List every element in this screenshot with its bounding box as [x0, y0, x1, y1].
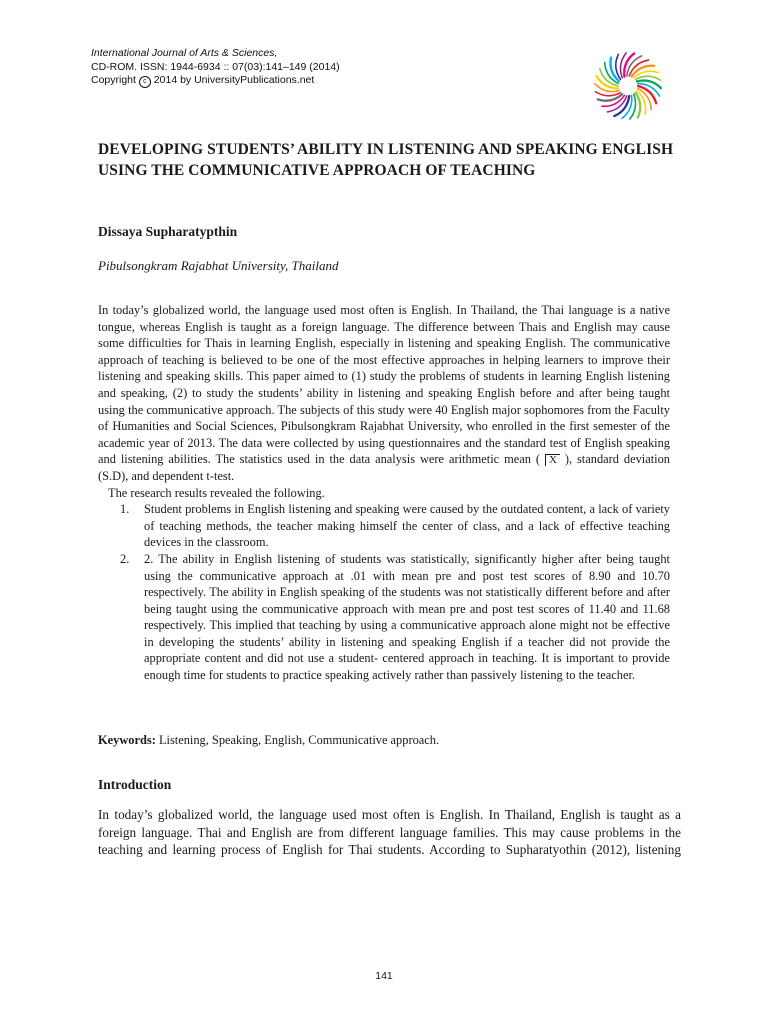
journal-name: International Journal of Arts & Sciences, — [91, 47, 278, 59]
copyright-rest: 2014 by UniversityPublications.net — [153, 74, 315, 86]
results-intro: The research results revealed the following. — [108, 485, 325, 500]
logo-stroke — [636, 76, 661, 80]
copyright-line — [91, 74, 511, 88]
result-number: 1. — [120, 502, 130, 517]
keywords-label: Keywords: — [98, 733, 156, 747]
result-item — [98, 551, 670, 684]
copyright-icon: c — [139, 76, 151, 88]
result-text: Student problems in English listening and speaking were caused by the outdated content, a lack of variety of teaching methods, the teacher making himself the center of class, and a lack of effective teaching devices in the classroom. — [144, 502, 670, 550]
abstract-text-part2: ), standard deviation (S.D), and dependent t-test. — [98, 452, 670, 483]
author-affiliation: Pibulsongkram Rajabhat University, Thailand — [98, 258, 339, 273]
author-name: Dissaya Supharatypthin — [98, 224, 238, 239]
journal-header — [91, 47, 511, 88]
abstract-paragraph — [98, 302, 670, 485]
section-body: In today’s globalized world, the language used most often is English. In Thailand, English is taught as a foreign language. Thai and English are from different language families. This may cause problems in the teaching and learning process of English for Thai students. According to Supharatyothin (2012), listening — [98, 807, 681, 857]
keywords-text: Listening, Speaking, English, Communicative approach. — [158, 733, 440, 747]
logo-stroke — [595, 92, 620, 96]
logo-stroke — [624, 53, 634, 76]
result-text: 2. The ability in English listening of students was statistically, significantly higher after being taught using the communicative approach at .01 with mean pre and post test scores of 8.90 and 10.70 respectively. The ability in English speaking of the students was not statistically different before and after being taught using the communicative approach with mean pre and post test scores of 11.40 and 11.68 respectively. This implied that teaching by using a communicative approach alone might not be effective in developing the students’ ability in listening and speaking English if a teacher did not provide the appropriate content and did not use a student- centered approach in teaching. It is important to provide enough time for students to practice speaking actively rather than passively listening to the teacher. — [144, 551, 670, 683]
results-list — [98, 501, 670, 684]
abstract-text-part1: In today’s globalized world, the language used most often is English. In Thailand, the Thai language is a native tongue, whereas English is taught as a foreign language. The difference between Thais and English may cause some difficulties for Thais in learning English, especially in listening and speaking English. The communicative approach of teaching is believed to be one of the most effective approaches in helping learners to improve their listening and speaking skills. This paper aimed to (1) study the problems of students in learning English listening and speaking, (2) to study the students’ ability in listening and speaking English before and after being taught using the communicative approach. The subjects of this study were 40 English major sophomores from the Faculty of Humanities and Social Sciences, Pibulsongkram Rajabhat University, who enrolled in the first semester of the academic year of 2013. The data were collected by using questionnaires and the standard test of English speaking and listening abilities. The statistics used in the data analysis were arithmetic mean ( — [98, 303, 670, 467]
result-item — [98, 501, 670, 551]
copyright-prefix: Copyright — [91, 74, 136, 86]
abstract — [98, 302, 670, 684]
issn-line: CD-ROM. ISSN: 1944-6934 :: 07(03):141–149 (2014) — [91, 60, 340, 73]
section-heading: Introduction — [98, 777, 172, 792]
page-number: 141 — [375, 970, 393, 982]
logo-stroke — [622, 95, 632, 118]
paper-title: DEVELOPING STUDENTS’ ABILITY IN LISTENING AND SPEAKING ENGLISH USING THE COMMUNICATIVE APPROACH OF TEACHING — [98, 141, 674, 179]
keywords — [98, 732, 670, 748]
mean-symbol: X — [545, 454, 560, 466]
journal-logo-icon — [592, 50, 664, 122]
result-number: 2. — [120, 551, 130, 566]
